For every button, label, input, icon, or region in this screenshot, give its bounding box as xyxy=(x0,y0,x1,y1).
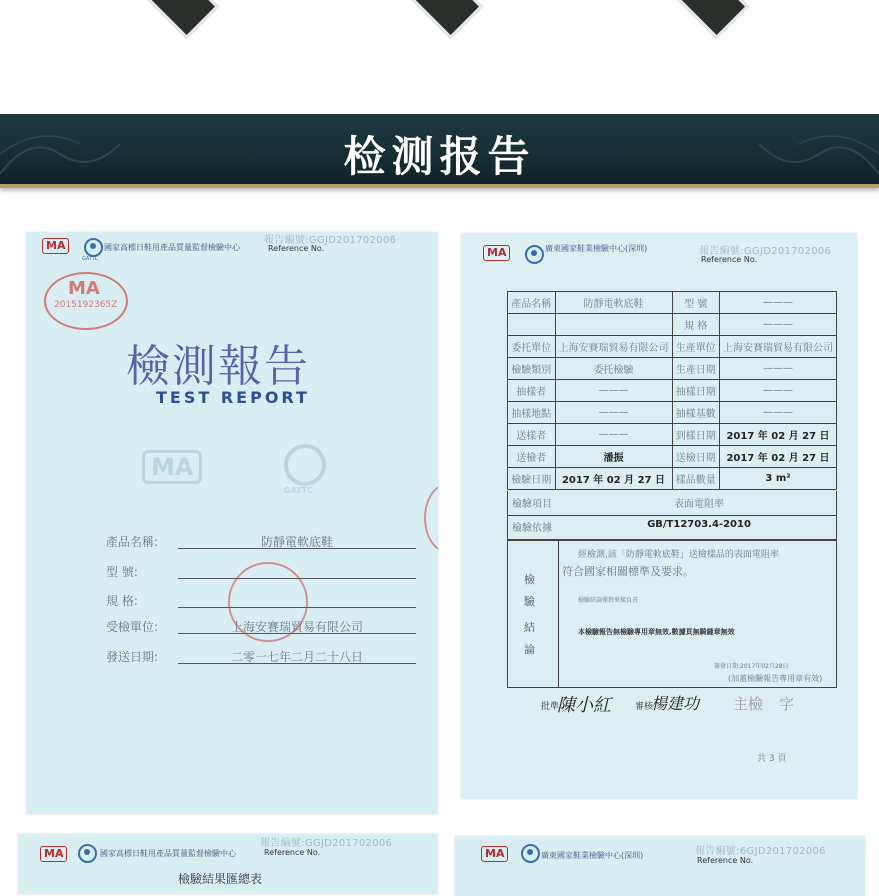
field-value: 二零一七年二月二十八日 xyxy=(178,648,416,664)
field-value: 防靜電軟底鞋 xyxy=(178,533,416,549)
reference-label: Reference No. xyxy=(697,856,754,865)
page-count: 共 3 頁 xyxy=(757,754,787,764)
table-cell: 3 m² xyxy=(720,468,837,490)
watermark-gattc-label: GATTC xyxy=(284,486,314,495)
table-row xyxy=(508,468,837,490)
field-label: 型 號: xyxy=(106,565,138,579)
watermark-text: 報告編號:GGJD201702006 xyxy=(699,246,832,257)
table-cell: ——— xyxy=(555,380,672,402)
table-row xyxy=(508,446,837,468)
product-image-fragment xyxy=(407,0,483,39)
table-cell: 送檢者 xyxy=(508,446,556,468)
table-cell: 2017 年 02 月 27 日 xyxy=(555,468,672,490)
issuer-name: 國家高標日鞋用產品質量監督檢驗中心 xyxy=(100,849,236,858)
conclusion-line: 經檢測,該「防靜電軟底鞋」送檢樣品的表面電阻率 xyxy=(578,550,779,560)
basis-value: GB/T12703.4-2010 xyxy=(647,519,751,530)
report-table xyxy=(507,291,837,490)
table-cell: ——— xyxy=(720,358,837,380)
table-row xyxy=(508,336,837,358)
issue-date: 簽發日期:2017年02月28日 xyxy=(714,663,789,670)
table-row xyxy=(508,424,837,446)
cma-logo: MA xyxy=(483,245,510,261)
cover-title-en: TEST REPORT xyxy=(156,388,310,407)
watermark-text: 報告編號:GGJD201702006 xyxy=(260,838,393,849)
table-cell: 送樣者 xyxy=(508,424,556,446)
reference-label: Reference No. xyxy=(264,848,321,857)
item-label: 檢驗項目 xyxy=(512,499,552,510)
partial-title: 檢驗結果匯總表 xyxy=(178,872,263,886)
product-image-fragment xyxy=(143,0,219,39)
table-cell xyxy=(555,314,672,336)
banner-title: 检测报告 xyxy=(343,132,536,181)
report-data-page xyxy=(461,233,857,799)
table-cell: 潘振 xyxy=(555,446,672,468)
table-cell: ——— xyxy=(720,292,837,314)
cover-title-cn: 檢測報告 xyxy=(126,341,310,392)
table-row xyxy=(508,292,837,314)
gattc-logo-icon xyxy=(84,238,103,257)
table-row xyxy=(508,314,837,336)
conclusion-line: 檢驗結論僅對來樣負責 xyxy=(578,597,639,604)
table-row xyxy=(508,358,837,380)
issuer-name: 廣東國家鞋業檢驗中心(深圳) xyxy=(545,244,648,253)
section-banner xyxy=(0,114,879,188)
conclusion-side-label: 檢 驗 結 論 xyxy=(508,541,559,687)
field-label: 規 格: xyxy=(106,594,138,608)
seal-note: (加蓋檢驗報告專用章有效) xyxy=(728,674,823,683)
review-signature: 楊建功 xyxy=(651,694,700,713)
main-inspector-label: 主檢 xyxy=(733,695,764,713)
cma-logo: MA xyxy=(481,846,508,862)
item-row xyxy=(507,491,837,516)
table-cell: ——— xyxy=(555,402,672,424)
report-cover-page xyxy=(26,232,438,814)
stamp-number: 2015192365Z xyxy=(54,300,118,310)
table-cell: 產品名稱 xyxy=(508,292,556,314)
field-label: 發送日期: xyxy=(106,650,159,664)
field-issue-date xyxy=(106,648,416,666)
table-cell: 檢驗類別 xyxy=(508,358,556,380)
table-cell: ——— xyxy=(720,380,837,402)
cma-logo: MA xyxy=(42,238,69,254)
table-cell: 上海安賽瑞貿易有限公司 xyxy=(555,336,672,358)
top-image-strip xyxy=(0,0,879,30)
table-cell xyxy=(508,314,556,336)
field-product-name xyxy=(106,533,416,551)
issuer-name: 國家高標日鞋用產品質量監督檢驗中心 xyxy=(104,243,240,252)
gattc-logo-icon xyxy=(525,245,544,264)
conclusion-line: 本檢驗報告無檢驗專用章無效,數據頁無騎縫章無效 xyxy=(578,628,735,636)
reference-label: Reference No. xyxy=(701,255,758,264)
conclusion-box xyxy=(507,540,837,688)
table-cell: 規 格 xyxy=(672,314,720,336)
item-value: 表面電阻率 xyxy=(674,499,724,510)
table-cell: 樣品數量 xyxy=(672,468,720,490)
gattc-logo-icon xyxy=(521,844,540,863)
table-cell: 抽樣者 xyxy=(508,380,556,402)
gattc-logo-icon xyxy=(78,844,97,863)
table-cell: 送檢日期 xyxy=(672,446,720,468)
approve-signature: 陳小紅 xyxy=(557,695,611,716)
watermark-ma-logo: MA xyxy=(142,450,202,484)
field-value: 上海安賽瑞貿易有限公司 xyxy=(178,618,416,634)
table-cell: 上海安賽瑞貿易有限公司 xyxy=(720,336,837,358)
table-row xyxy=(508,380,837,402)
field-label: 產品名稱: xyxy=(106,535,159,549)
table-cell: 型 號 xyxy=(672,292,720,314)
table-cell: 2017 年 02 月 27 日 xyxy=(720,424,837,446)
table-cell: 委托單位 xyxy=(508,336,556,358)
conclusion-line: 符合國家相關標準及要求。 xyxy=(562,565,694,578)
approve-label: 批準 xyxy=(541,702,560,712)
basis-row xyxy=(507,515,837,540)
table-cell: 檢驗日期 xyxy=(508,468,556,490)
watermark-text: 報告編號:GGJD201702006 xyxy=(264,235,397,246)
gattc-label: GATTC xyxy=(82,256,99,262)
table-cell: 到樣日期 xyxy=(672,424,720,446)
table-cell: 生產日期 xyxy=(672,358,720,380)
report-page-partial xyxy=(455,836,865,896)
watermark-gattc-icon xyxy=(284,444,326,486)
stamp-ma: MA xyxy=(68,278,100,299)
cma-logo: MA xyxy=(40,846,67,862)
field-label: 受檢單位: xyxy=(106,620,159,634)
issuer-name: 廣東國家鞋業檢驗中心(深圳) xyxy=(541,851,644,860)
table-cell: 抽樣基數 xyxy=(672,402,720,424)
table-cell: 生產單位 xyxy=(672,336,720,358)
table-cell: 委托檢驗 xyxy=(555,358,672,380)
table-cell: ——— xyxy=(720,314,837,336)
reference-label: Reference No. xyxy=(268,244,325,253)
table-cell: ——— xyxy=(720,402,837,424)
partial-seal xyxy=(424,484,438,552)
product-image-fragment xyxy=(673,0,749,39)
cma-stamp xyxy=(44,272,128,330)
table-row xyxy=(508,402,837,424)
official-seal xyxy=(228,562,308,642)
table-cell: 抽樣地點 xyxy=(508,402,556,424)
review-label: 審核 xyxy=(635,702,654,712)
table-cell: 2017 年 02 月 27 日 xyxy=(720,446,837,468)
table-cell: 抽樣日期 xyxy=(672,380,720,402)
table-cell: ——— xyxy=(555,424,672,446)
main-inspector-signature: 字 xyxy=(779,695,795,713)
report-page-partial xyxy=(18,834,438,894)
basis-label: 檢驗依據 xyxy=(512,523,552,534)
table-cell: 防靜電軟底鞋 xyxy=(555,292,672,314)
watermark-text: 報告編號:6GJD201702006 xyxy=(695,846,826,857)
